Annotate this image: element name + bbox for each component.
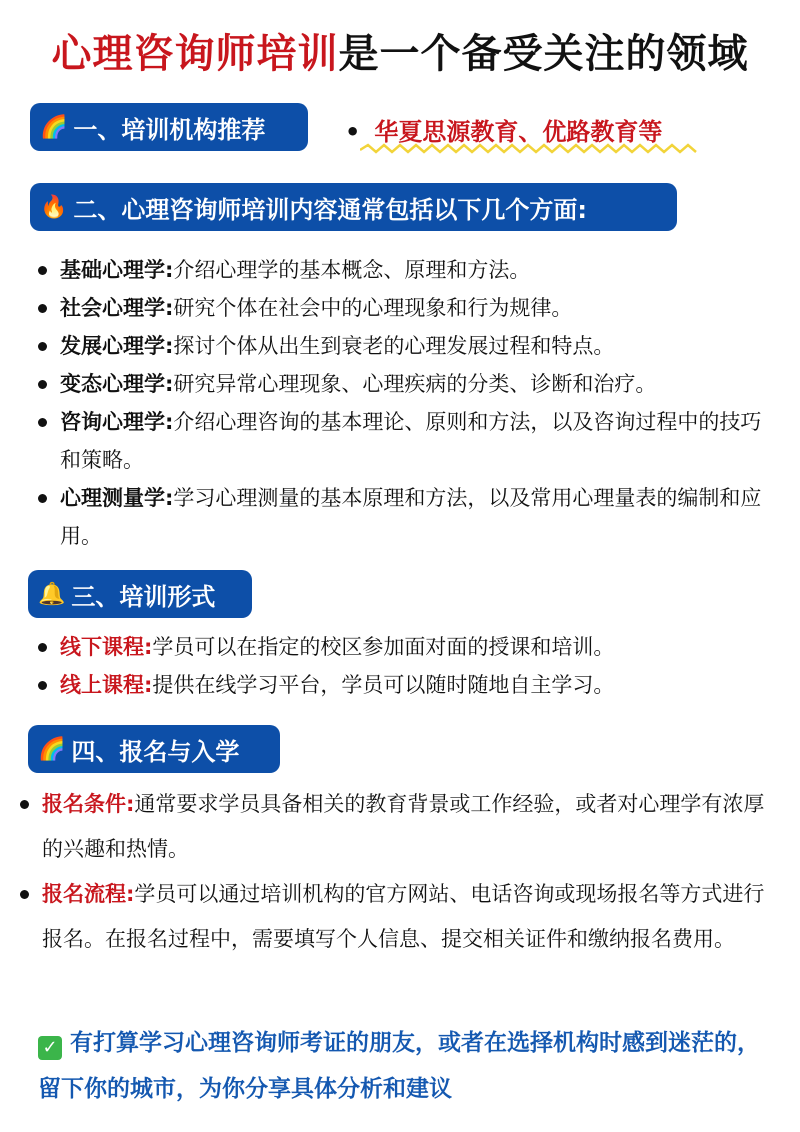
rainbow-icon: 🌈: [40, 114, 68, 140]
title-rest: 是一个备受关注的领域: [338, 31, 749, 77]
section-4-label: 四、报名与入学: [71, 737, 240, 766]
check-icon: ✓: [38, 1036, 62, 1060]
list-item: 社会心理学:研究个体在社会中的心理现象和行为规律。: [60, 289, 770, 327]
list-item: 线下课程:学员可以在指定的校区参加面对面的授课和培训。: [60, 628, 770, 666]
list-item: 变态心理学:研究异常心理现象、心理疾病的分类、诊断和治疗。: [60, 365, 770, 403]
list-item: 心理测量学:学习心理测量的基本原理和方法，以及常用心理量表的编制和应用。: [60, 479, 770, 555]
content-list: [60, 251, 770, 555]
section-3-header: [28, 570, 252, 618]
list-item: 报名条件:通常要求学员具备相关的教育背景或工作经验，或者对心理学有浓厚的兴趣和热情。: [42, 782, 772, 872]
format-list: [60, 628, 770, 704]
list-item: 基础心理学:介绍心理学的基本概念、原理和方法。: [60, 251, 770, 289]
section-1-label: 一、培训机构推荐: [73, 115, 266, 144]
section-2-header: [30, 183, 677, 231]
bell-icon: 🔔: [38, 581, 66, 607]
enrollment-list: [42, 782, 772, 962]
call-to-action: [38, 1020, 778, 1112]
page-title: [0, 22, 800, 79]
section-1-header: [30, 103, 308, 151]
list-item: 发展心理学:探讨个体从出生到衰老的心理发展过程和特点。: [60, 327, 770, 365]
rainbow-icon: 🌈: [38, 736, 66, 762]
wavy-underline: [360, 142, 700, 158]
list-item: 报名流程:学员可以通过培训机构的官方网站、电话咨询或现场报名等方式进行报名。在报名过程中，需要填写个人信息、提交相关证件和缴纳报名费用。: [42, 872, 772, 962]
list-item: 咨询心理学:介绍心理咨询的基本理论、原则和方法，以及咨询过程中的技巧和策略。: [60, 403, 770, 479]
fire-icon: 🔥: [40, 194, 68, 220]
list-item: 线上课程:提供在线学习平台，学员可以随时随地自主学习。: [60, 666, 770, 704]
section-3-label: 三、培训形式: [71, 582, 216, 611]
recommend-text: 华夏思源教育、优路教育等: [374, 118, 663, 146]
section-2-label: 二、心理咨询师培训内容通常包括以下几个方面:: [73, 195, 588, 224]
recommended-institutions: • 华夏思源教育、优路教育等: [345, 118, 663, 146]
section-4-header: [28, 725, 280, 773]
title-highlight: 心理咨询师培训: [51, 31, 339, 77]
cta-text: 有打算学习心理咨询师考证的朋友，或者在选择机构时感到迷茫的，留下你的城市，为你分享具体分析和建议: [38, 1030, 760, 1102]
